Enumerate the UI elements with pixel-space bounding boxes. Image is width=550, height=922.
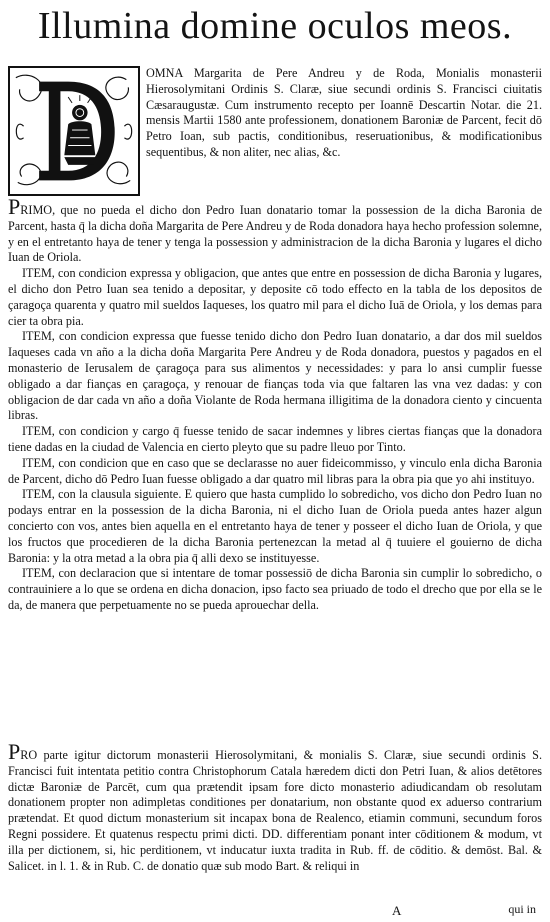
primo-initial: P (8, 194, 21, 219)
primo-paragraph (8, 194, 542, 266)
closing-initial: P (8, 739, 21, 764)
intro-paragraph (146, 66, 542, 161)
intro-text: OMNA Margarita de Pere Andreu y de Roda, Monialis monasterii Hierosolymitani Ordinis S. Claræ, siue secundi ordinis S. Francisci ciuitatis Cæsaraugustæ. Cum instrumento recepto per Ioannē Descartin Notar. die 21. mensis Martii 1580 ante professionem, donationem Baroniæ de Parcent, fecit dō Petro Ioan, sub pactis, conditionibus, reseruationibus, & modificationibus sequentibus, & non aliter, nec alias, &c. (146, 66, 542, 159)
decorated-initial-image (8, 66, 140, 196)
signature-mark: A (392, 903, 402, 918)
page-title: Illumina domine oculos meos. (37, 5, 513, 47)
item-paragraph-5: ITEM, con la clausula siguiente. E quiero que hasta cumplido lo sobredicho, vos dicho don Pedro Iuan no podays entrar en la possession de la dicha Baronia, ni el dicho Iuan de Oriola pueda antes hazer algun concierto con vos, antes bien aquella en el entretanto haya de tener y posseer el dicho Iuan de Oriola, y que los fructos que procedieren de la dicha Baronia pertenezcan la metad al q̄ tuuiere el gouierno de dicha Baronia: y la otra metad a la obra pia q̄ alli dexo se instituyesse. (8, 487, 542, 565)
closing-paragraph (8, 739, 542, 874)
catchword: qui in (508, 902, 536, 916)
item-paragraph-6: ITEM, con declaracion que si intentare de tomar possessiō de dicha Baronia sin cumplir lo sobredicho, o contrauiniere a lo que se ordena en dicha donacion, ipso facto sea priuado de todo el drecho que por ella se le da, de manera que perpetuamente no se pueda aprouechar della. (8, 566, 542, 612)
item-paragraph-1: ITEM, con condicion expressa y obligacion, que antes que entre en possession de dicha Baronia y lugares, el dicho don Petro Iuan sea tenido a depositar, y deposite cō todo effecto en la tabla de los depositos de çaragoça quarenta y quatro mil sueldos Iaqueses, los quatro mil para el dicho Iuā de Oriola, y los demas para cier ta obra pia. (8, 266, 542, 328)
item-paragraph-2: ITEM, con condicion expressa que fuesse tenido dicho don Pedro Iuan donatario, a dar dos mil sueldos Iaqueses cada vn año a la dicha doña Margarita Pere Andreu y de Roda donadora, puestos y pagados en el monasterio de Ierusalem de çaragoça para sus alimentos y necessidades: y para lo ansi cumplir fuesse obligado a dar fianças en çaragoça, y renouar de fianças toda via que faltaren las vna vez dadas: y con obligacion de dar cada vn año a doña Violante de Roda hermana illigitima de la donadora ciento y cincuenta libras. (8, 329, 542, 423)
item-paragraph-4: ITEM, con condicion que en caso que se declarasse no auer fideicommisso, y vinculo enla dicha Baronia de Parcent, dicho dō Pedro Iuan fuesse obligado a dar quatro mil libras para la obra pia que yo ahi instituyo. (8, 455, 542, 486)
conditions-section (8, 194, 542, 614)
primo-text: RIMO, que no pueda el dicho don Pedro Iuan donatario tomar la possession de la dicha Baronia de Parcent, hasta q̄ la dicha doña Margarita de Pere Andreu y de Roda donadora haya hecho profession solemne, y en el entretanto haya de tener y tenga la possession y administracion de la dicha Baronia y lugares el dicho Iuan de Oriola. (8, 203, 542, 265)
closing-text: RO parte igitur dictorum monasterii Hierosolymitani, & monialis S. Claræ, siue secundi ordinis S. Francisci fuit intentata petitio contra Christophorum Catala hæredem dicti don Petri Iuan, & alios detētores dictæ Baroniæ de Parcēt, cum qua prætendit ipsam fore dicto monasterio adiudicandam ob resolutam donationem propter non adimpletas conditiones per donatarium, non obstante quod ex aduerso contrarium prætendat. Et quod dictum monasterium sit incapax bona de Realenco, etiamin communi, secundum foros Regni possidere. Et quatenus respectu primi dicti. DD. differentiam ponant inter cōditionem & modum, vt illa per dictionem, si, hic perditionem, vt inducatur iuxta tradita in Rub. ff. de cōditio. & demōst. Bal. & Salicet. in l. 1. & in Rub. C. de donatio quæ sub modo Bart. & reliqui in (8, 748, 542, 873)
closing-section (8, 739, 542, 874)
item-paragraph-3: ITEM, con condicion y cargo q̄ fuesse tenido de sacar indemnes y libres ciertas fianças que la donadora tiene dadas en la ciudad de Valencia en cierto pleyto que su padre lleuo por Tinto. (8, 424, 542, 454)
